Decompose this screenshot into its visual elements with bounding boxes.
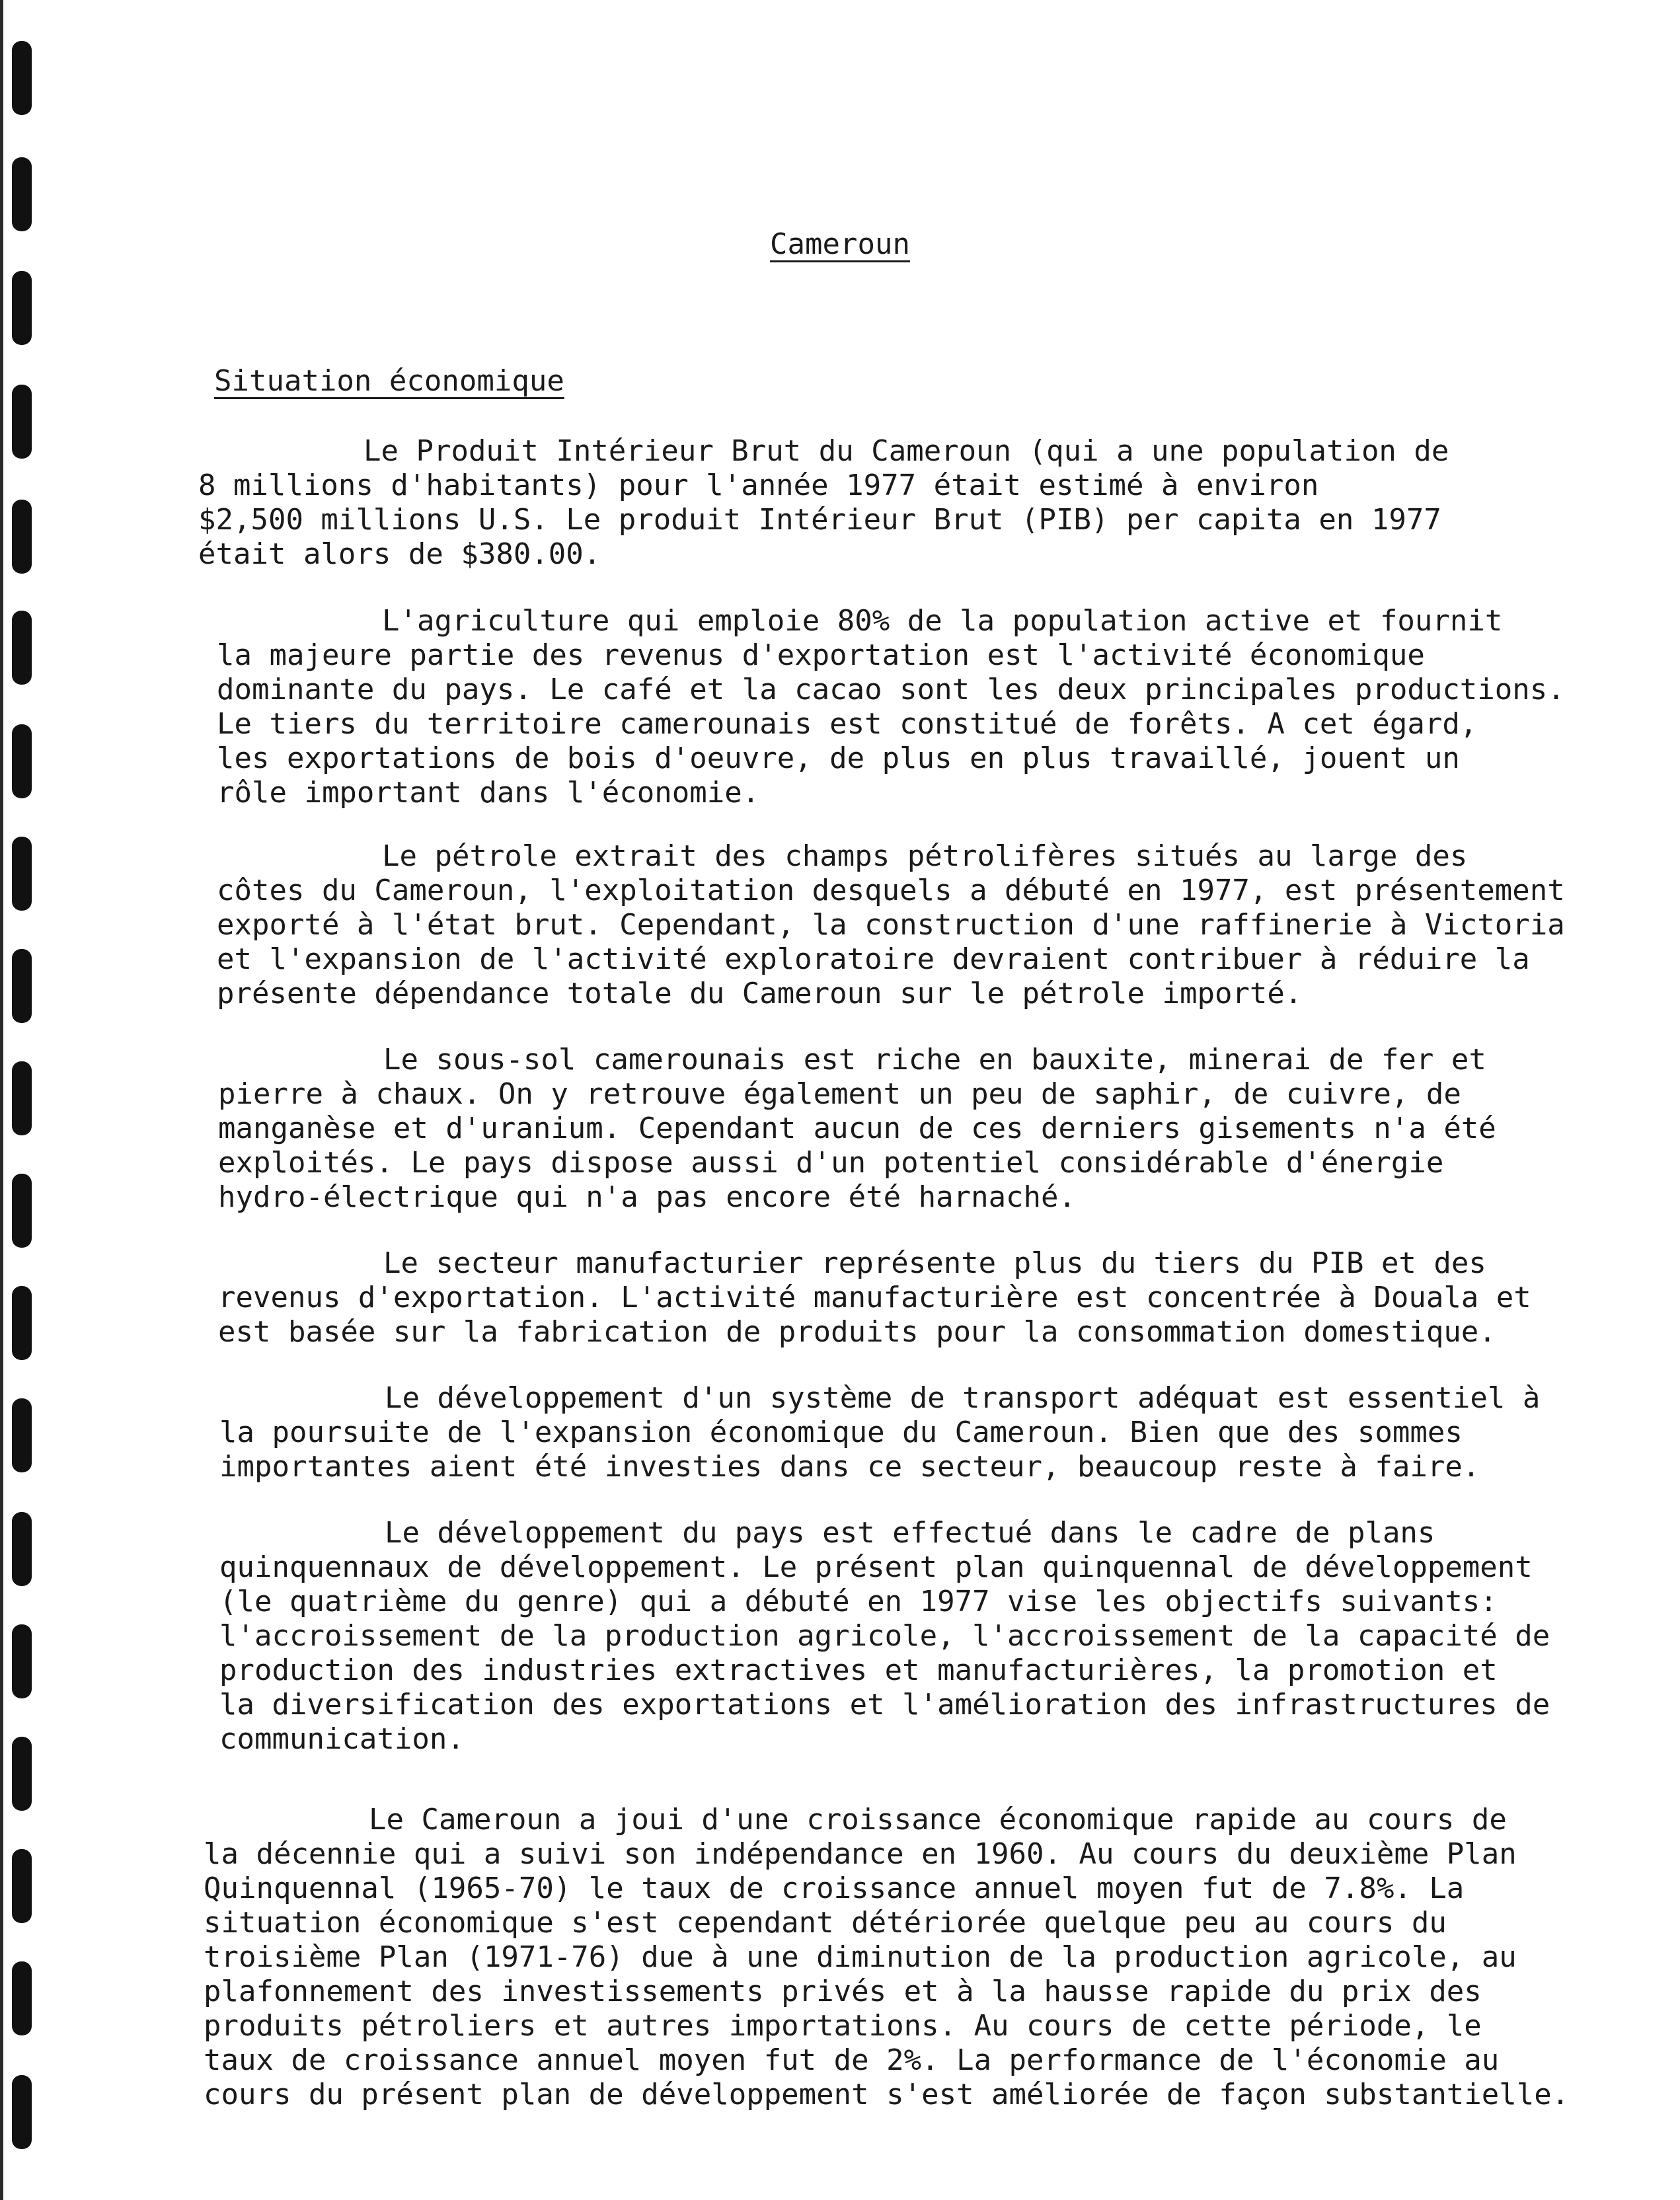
binder-hole [12,41,32,115]
paragraph-line: exporté à l'état brut. Cependant, la construction d'une raffinerie à Victoria [217,908,1565,942]
binder-hole [12,1737,32,1811]
paragraph-line: taux de croissance annuel moyen fut de 2%. La performance de l'économie au [204,2043,1500,2077]
paragraph-line: les exportations de bois d'oeuvre, de plus en plus travaillé, jouent un [217,741,1460,775]
paragraph-line: produits pétroliers et autres importations. Au cours de cette période, le [204,2009,1482,2043]
paragraph-line: troisième Plan (1971-76) due à une diminution de la production agricole, au [204,1940,1517,1974]
paragraph-line: production des industries extractives et manufacturières, la promotion et [219,1653,1498,1687]
paragraph-line: $2,500 millions U.S. Le produit Intérieur Brut (PIB) per capita en 1977 [198,503,1441,537]
paragraph-line: Quinquennal (1965-70) le taux de croissance annuel moyen fut de 7.8%. La [204,1872,1465,1905]
binder-hole [12,2075,32,2149]
binder-hole [12,1174,32,1248]
paragraph-line: Le développement du pays est effectué dans le cadre de plans [385,1516,1435,1550]
binder-hole [12,385,32,459]
paragraph-line: importantes aient été investies dans ce secteur, beaucoup reste à faire. [219,1450,1480,1484]
binder-hole [12,1512,32,1586]
paragraph-line: pierre à chaux. On y retrouve également un peu de saphir, de cuivre, de [218,1077,1461,1111]
paragraph-line: la décennie qui a suivi son indépendance en 1960. Au cours du deuxième Plan [204,1837,1517,1871]
paragraph-line: l'accroissement de la production agricole, l'accroissement de la capacité de [219,1619,1550,1653]
binder-hole [12,611,32,685]
paragraph-line: Le pétrole extrait des champs pétrolifères situés au large des [382,839,1468,873]
paragraph-line: la poursuite de l'expansion économique du Cameroun. Bien que des sommes [219,1416,1463,1449]
binder-hole [12,949,32,1023]
paragraph-line: cours du présent plan de développement s'est améliorée de façon substantielle. [204,2078,1570,2111]
paragraph-line: est basée sur la fabrication de produits pour la consommation domestique. [218,1315,1496,1349]
document-title-wrapper [0,227,1680,261]
paragraph-minerals [218,1043,1496,1215]
page-edge [0,0,3,2200]
binder-hole [12,1286,32,1360]
paragraph-line: communication. [219,1722,465,1756]
paragraph-line: manganèse et d'uranium. Cependant aucun de ces derniers gisements n'a été [218,1112,1496,1145]
paragraph-line: la diversification des exportations et l'amélioration des infrastructures de [219,1688,1550,1722]
paragraph-line: hydro-électrique qui n'a pas encore été harnaché. [218,1180,1077,1214]
paragraph-line: était alors de $380.00. [198,537,601,571]
paragraph-agriculture [217,604,1565,810]
binder-hole [12,1624,32,1698]
paragraph-line: dominante du pays. Le café et la cacao sont les deux principales productions. [217,673,1565,706]
paragraph-transport [219,1381,1540,1484]
document-title: Cameroun [770,227,910,261]
paragraph-line: L'agriculture qui emploie 80% de la population active et fournit [382,604,1503,638]
paragraph-line: la majeure partie des revenus d'exportation est l'activité économique [217,638,1425,672]
paragraph-line: revenus d'exportation. L'activité manufacturière est concentrée à Douala et [218,1281,1531,1314]
section-heading: Situation économique [214,364,564,398]
binder-hole [12,500,32,574]
binder-hole [12,837,32,911]
binder-hole [12,157,32,231]
paragraph-line: rôle important dans l'économie. [217,776,760,810]
paragraph-line: plafonnement des investissements privés et à la hausse rapide du prix des [204,1975,1482,2008]
binder-hole [12,1961,32,2035]
paragraph-line: situation économique s'est cependant détériorée quelque peu au cours du [204,1906,1447,1940]
paragraph-line: Le tiers du territoire camerounais est constitué de forêts. A cet égard, [217,707,1478,741]
binder-hole [12,1398,32,1472]
binder-hole [12,1061,32,1135]
paragraph-line: Le secteur manufacturier représente plus du tiers du PIB et des [383,1246,1486,1280]
paragraph-line: et l'expansion de l'activité exploratoire devraient contribuer à réduire la [217,942,1530,976]
paragraph-line: 8 millions d'habitants) pour l'année 1977 était estimé à environ [198,469,1319,502]
binder-hole-strip [0,0,73,2200]
paragraph-line: (le quatrième du genre) qui a débuté en 1977 vise les objectifs suivants: [219,1585,1498,1618]
paragraph-line: Le Produit Intérieur Brut du Cameroun (qui a une population de [363,434,1449,468]
paragraph-line: côtes du Cameroun, l'exploitation desquels a débuté en 1977, est présentement [217,874,1565,907]
paragraph-growth [204,1803,1569,2112]
binder-hole [12,271,32,345]
paragraph-line: Le sous-sol camerounais est riche en bauxite, minerai de fer et [383,1043,1486,1077]
binder-hole [12,724,32,798]
paragraph-manufacturing [218,1246,1531,1349]
paragraph-line: Le Cameroun a joui d'une croissance économique rapide au cours de [369,1803,1507,1837]
paragraph-petroleum [217,839,1565,1011]
paragraph-line: exploités. Le pays dispose aussi d'un potentiel considérable d'énergie [218,1146,1444,1180]
paragraph-five-year-plans [219,1516,1550,1757]
paragraph-line: Le développement d'un système de transport adéquat est essentiel à [385,1381,1541,1415]
paragraph-line: quinquennaux de développement. Le présent plan quinquennal de développement [219,1550,1533,1584]
binder-hole [12,1849,32,1923]
paragraph-gdp [198,434,1449,572]
paragraph-line: présente dépendance totale du Cameroun sur le pétrole importé. [217,977,1303,1010]
